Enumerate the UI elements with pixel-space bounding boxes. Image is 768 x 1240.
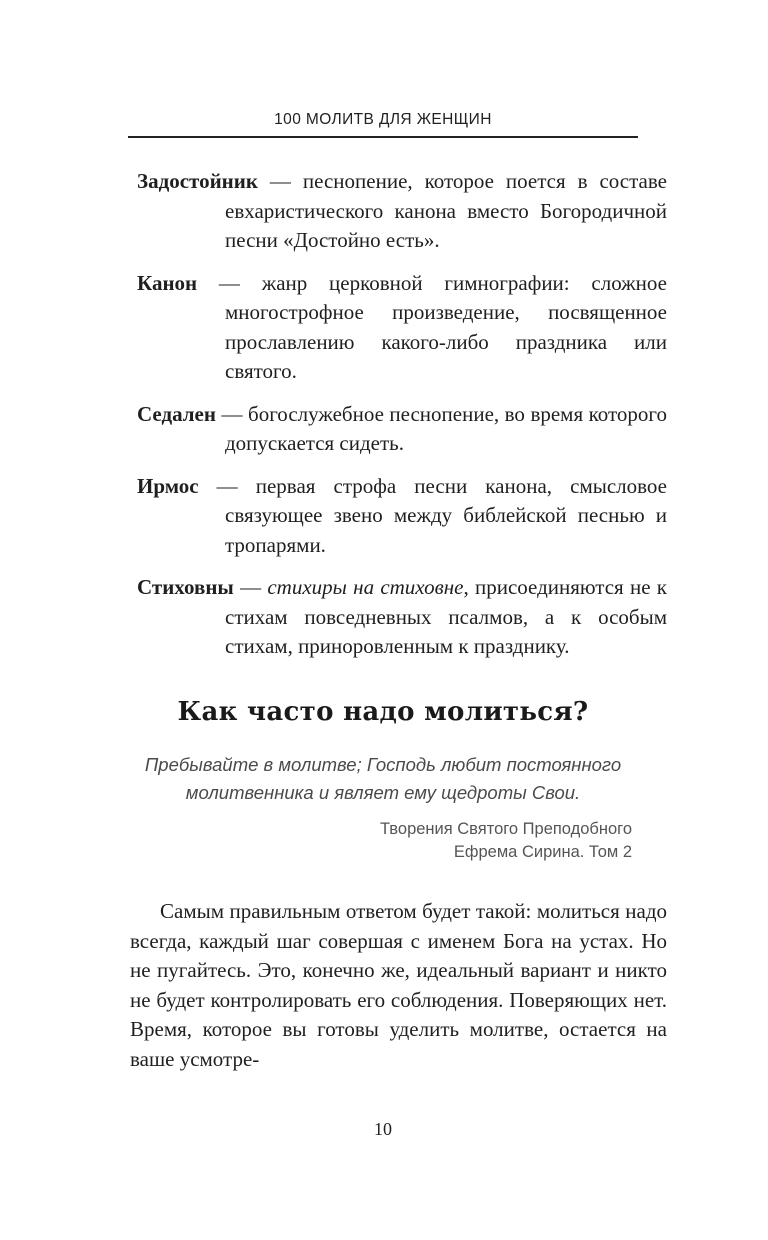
glossary-term: Ирмос — [137, 473, 199, 498]
header-divider — [128, 136, 638, 138]
body-paragraph: Самым правильным ответом будет такой: молиться надо всегда, каждый шаг совершая с именем Бога на устах. Но не пугайтесь. Это, конечно же, идеальный вариант и никто не будет контролировать его соблюдения. Поверяющих нет. Время, которое вы готовы уделить молитве, остается на ваше усмотре- — [130, 899, 667, 1071]
glossary-definition: песнопение, которое поется в составе евхаристического канона вместо Богородичной песни «Достойно есть». — [225, 169, 667, 252]
glossary-dash: — — [257, 169, 303, 193]
glossary-term: Задостойник — [137, 169, 258, 193]
epigraph-source-line: Творения Святого Преподобного — [379, 820, 632, 838]
section-title: Как часто надо молиться? — [177, 697, 589, 727]
glossary-dash: — — [233, 575, 268, 599]
glossary-entry — [137, 400, 667, 459]
glossary-term: Стиховны — [137, 575, 234, 599]
page-number: 10 — [374, 1119, 392, 1139]
glossary-entry — [137, 167, 667, 256]
glossary-dash: — — [198, 473, 256, 498]
glossary-dash: — — [215, 401, 249, 426]
glossary-definition: первая строфа песни канона, смысловое связующее звено между библейской песнью и тропарями. — [225, 473, 667, 557]
glossary-definition: жанр церковной гимнографии: сложное многострофное произведение, посвященное прославлению какого-либо праздника или святого. — [225, 270, 667, 383]
glossary-entry — [137, 269, 667, 387]
epigraph-source — [380, 818, 632, 864]
epigraph-source-line: Ефрема Сирина. Том 2 — [453, 843, 632, 861]
glossary-entry — [137, 472, 667, 561]
glossary-italic-phrase: стихиры на стиховне — [267, 575, 464, 599]
epigraph-quote: Пребывайте в молитве; Господь любит постоянного молитвенника и являет ему щедроты Свои. — [144, 754, 622, 803]
glossary-definition: богослужебное песнопение, во время которого допускается сидеть. — [225, 401, 667, 455]
glossary-term: Седален — [137, 401, 216, 426]
glossary-entry — [137, 573, 667, 662]
glossary-term: Канон — [137, 270, 198, 295]
glossary-definition: , присоединяются не к стихам повседневных псалмов, а к особым стихам, приноровленным к празднику. — [225, 575, 668, 658]
glossary-dash: — — [197, 270, 262, 295]
running-head: 100 МОЛИТВ ДЛЯ ЖЕНЩИН — [274, 111, 492, 128]
glossary-list — [137, 167, 667, 675]
